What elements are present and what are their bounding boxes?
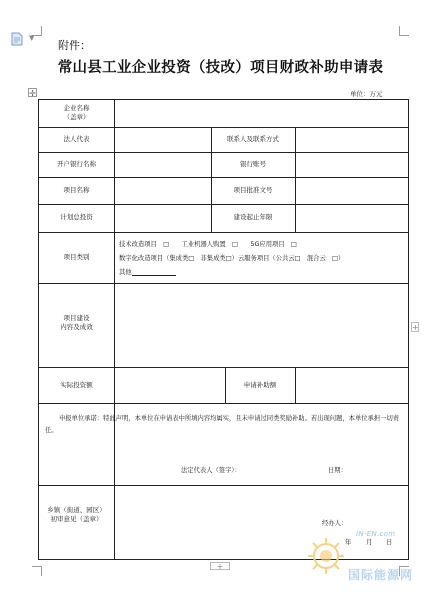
review-day-label: 日 bbox=[386, 539, 393, 546]
project-content-label: 项目建设 内容及成效 bbox=[60, 314, 93, 331]
bank-account-label: 银行账号 bbox=[240, 160, 266, 168]
unit-label: 单位：万元 bbox=[350, 90, 383, 98]
page-title: 常山县工业企业投资（技改）项目财政补助申请表 bbox=[57, 60, 384, 76]
dropdown-caret-icon[interactable]: ▼ bbox=[29, 34, 35, 42]
page-corner-mark bbox=[32, 566, 42, 576]
watermark-brand-text: 国际能源网 bbox=[348, 568, 414, 582]
subsidy-amount-label: 申请补助额 bbox=[243, 381, 277, 389]
category-options-line2: 数字化改造项目（集成类□ 非集成类□）云服务项目（公共云□ 混合云 □） bbox=[119, 255, 345, 262]
table-move-handle-icon[interactable]: ✛ bbox=[29, 89, 36, 98]
bank-name-label: 开户银行名称 bbox=[57, 160, 96, 168]
watermark-site-text: IN-EN.com bbox=[356, 530, 396, 538]
legal-rep-signature-label: 法定代表人（签字）： bbox=[181, 467, 241, 474]
category-options-line1: 技术改造项目 □ 工业机器人购置 □ 5G应用项目 □ bbox=[119, 241, 297, 248]
page-corner-mark bbox=[399, 26, 409, 36]
approval-number-label: 项目批准文号 bbox=[233, 186, 273, 194]
review-year-label: 年 bbox=[345, 539, 352, 546]
commitment-date-label: 日期： bbox=[328, 467, 347, 474]
category-other-label: 其他 bbox=[119, 269, 132, 276]
category-other bbox=[119, 267, 176, 276]
planned-investment-label: 计划总投资 bbox=[60, 213, 93, 221]
contact-label: 联系人及联系方式 bbox=[227, 135, 279, 143]
actual-investment-label: 实际投资额 bbox=[60, 381, 93, 389]
project-category-label: 项目类别 bbox=[63, 253, 90, 261]
construction-period-label: 建设起止年限 bbox=[233, 213, 273, 221]
attachment-label: 附件： bbox=[58, 39, 91, 52]
add-column-icon[interactable]: + bbox=[412, 323, 419, 332]
commitment-text: 申报单位承诺：特此声明，本单位在申请表中所填内容均属实，且未申请过同类奖励补助。若出现问题，本单位承担一切责任。 bbox=[45, 415, 400, 434]
legal-rep-label: 法人代表 bbox=[63, 135, 90, 143]
add-row-icon[interactable]: + bbox=[210, 562, 230, 570]
document-icon[interactable] bbox=[11, 32, 23, 46]
application-form-table bbox=[38, 99, 409, 560]
review-opinion-label: 乡镇（街道、园区） 初审意见（盖章） bbox=[47, 506, 106, 523]
review-month-label: 月 bbox=[366, 539, 373, 546]
other-category-blank[interactable] bbox=[132, 269, 176, 276]
project-name-label: 项目名称 bbox=[63, 186, 90, 194]
company-name-label: 企业名称 （盖章） bbox=[63, 104, 90, 121]
handler-label: 经办人： bbox=[322, 520, 348, 527]
